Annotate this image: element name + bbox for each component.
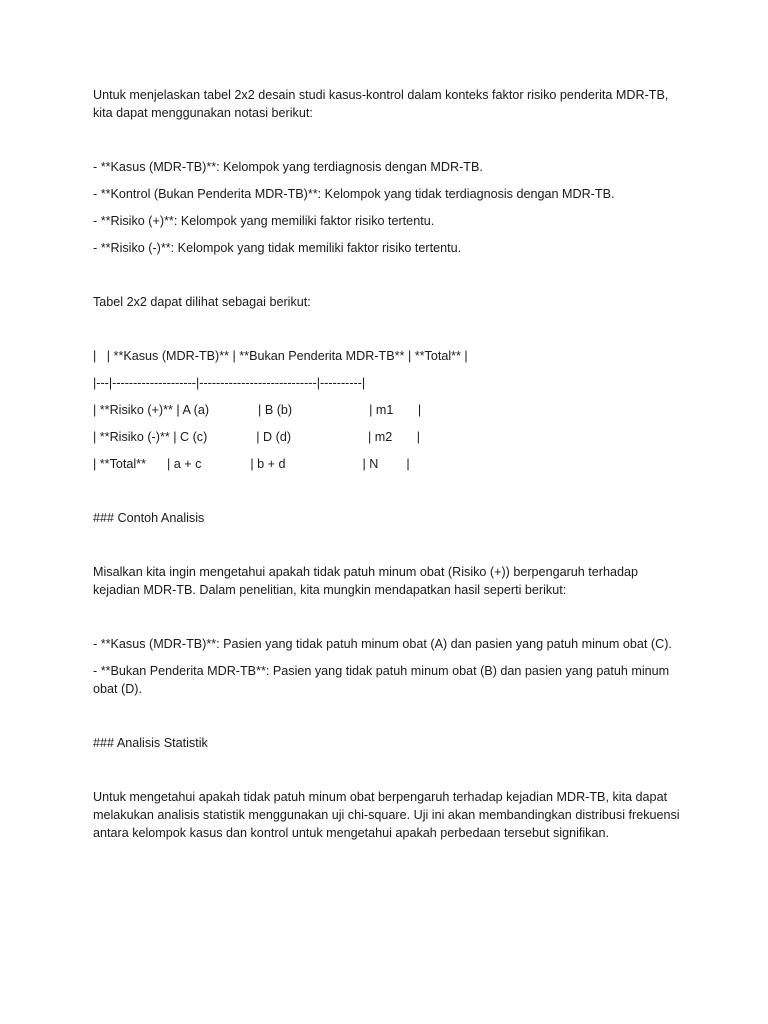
contoh-paragraph: Misalkan kita ingin mengetahui apakah tidak patuh minum obat (Risiko (+)) berpengaruh terhadap kejadian MDR-TB. Dalam penelitian, kita mungkin mendapatkan hasil seperti berikut: [93, 565, 638, 597]
intro-paragraph: Untuk menjelaskan tabel 2x2 desain studi kasus-kontrol dalam konteks faktor risiko penderita MDR-TB, kita dapat menggunakan notasi berikut: [93, 88, 669, 120]
heading-contoh-analisis: ### Contoh Analisis [93, 511, 205, 525]
notation-item: - **Kasus (MDR-TB)**: Kelompok yang terdiagnosis dengan MDR-TB. [93, 160, 483, 174]
table-total-row: | **Total** | a + c | b + d | N | [93, 457, 410, 471]
statistik-paragraph: Untuk mengetahui apakah tidak patuh minum obat berpengaruh terhadap kejadian MDR-TB, kita dapat melakukan analisis statistik menggunakan uji chi-square. Uji ini akan membandingkan distribusi frekuensi antara kelompok kasus dan kontrol untuk mengetahui apakah perbedaan tersebut signifikan. [93, 790, 680, 840]
table-separator-row: |---|--------------------|----------------------------|----------| [93, 376, 366, 390]
table-row: | **Risiko (-)** | C (c) | D (d) | m2 | [93, 430, 421, 444]
table-intro: Tabel 2x2 dapat dilihat sebagai berikut: [93, 295, 311, 309]
document-page [93, 86, 683, 842]
table-row: | **Risiko (+)** | A (a) | B (b) | m1 | [93, 403, 422, 417]
notation-item: - **Risiko (+)**: Kelompok yang memiliki faktor risiko tertentu. [93, 214, 435, 228]
notation-item: - **Risiko (-)**: Kelompok yang tidak memiliki faktor risiko tertentu. [93, 241, 462, 255]
contoh-item: - **Kasus (MDR-TB)**: Pasien yang tidak patuh minum obat (A) dan pasien yang patuh minum obat (C). [93, 637, 672, 651]
table-header-row: | | **Kasus (MDR-TB)** | **Bukan Penderita MDR-TB** | **Total** | [93, 349, 468, 363]
heading-analisis-statistik: ### Analisis Statistik [93, 736, 208, 750]
contoh-item: - **Bukan Penderita MDR-TB**: Pasien yang tidak patuh minum obat (B) dan pasien yang patuh minum obat (D). [93, 664, 670, 696]
notation-item: - **Kontrol (Bukan Penderita MDR-TB)**: Kelompok yang tidak terdiagnosis dengan MDR-TB. [93, 187, 615, 201]
